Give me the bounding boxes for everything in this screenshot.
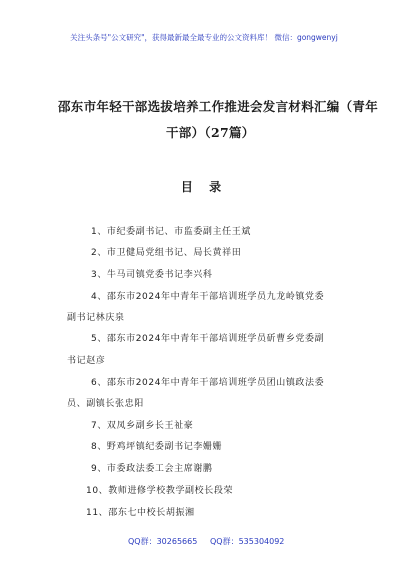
footer-qq-group-1: QQ群：30265665 (128, 537, 198, 546)
document-title-line-2: 干部）（27篇） (166, 125, 255, 140)
footer-qq-group-2: QQ群：535304092 (210, 537, 285, 546)
toc-entry: 2、市卫健局党组书记、局长黄祥田 (91, 248, 242, 258)
toc-entry: 1、市纪委副书记、市监委副主任王斌 (91, 227, 251, 237)
toc-entry-continuation: 员、副镇长张忠阳 (67, 399, 144, 409)
toc-entry: 7、双凤乡副乡长王祉豪 (91, 421, 194, 431)
toc-entry: 5、邵东市2024年中青年干部培训班学员斫曹乡党委副 (91, 334, 325, 344)
toc-entry-continuation: 书记赵彦 (67, 356, 106, 366)
toc-entry: 10、教师进修学校教学副校长段荣 (86, 486, 234, 496)
toc-entry: 6、邵东市2024年中青年干部培训班学员团山镇政法委 (91, 378, 325, 388)
toc-entry: 11、邵东七中校长胡振湘 (86, 508, 195, 518)
toc-heading: 目 录 (180, 180, 228, 194)
document-title-line-1: 邵东市年轻干部选拔培养工作推进会发言材料汇编（青年 (58, 99, 379, 114)
toc-entry: 4、邵东市2024年中青年干部培训班学员九龙岭镇党委 (91, 292, 325, 302)
toc-entry-continuation: 副书记林庆泉 (67, 313, 125, 323)
toc-entry: 3、牛马司镇党委书记李兴科 (91, 270, 213, 280)
header-note: 关注头条号"公文研究"，获得最新最全最专业的公文资料库！ 微信：gongwenyj (70, 33, 338, 42)
toc-entry: 9、市委政法委工会主席谢鹏 (91, 464, 213, 474)
toc-entry: 8、野鸡坪镇纪委副书记李姗姗 (91, 442, 223, 452)
